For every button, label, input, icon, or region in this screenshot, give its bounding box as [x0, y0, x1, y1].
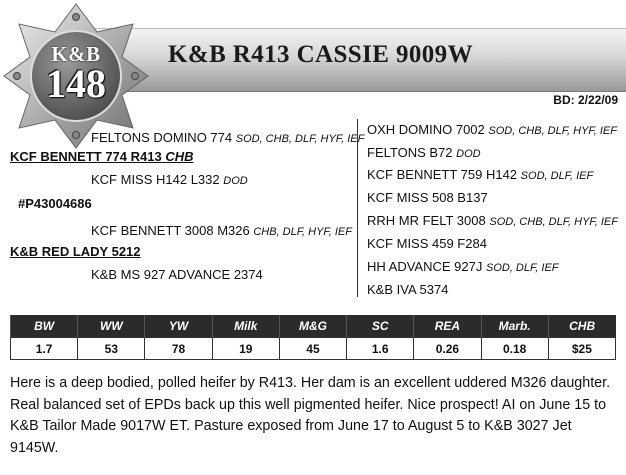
epd-header-row [11, 315, 616, 338]
epd-header: WW [78, 315, 145, 338]
epd-value: $25 [548, 338, 615, 360]
epd-table [10, 315, 616, 360]
epd-value: 19 [212, 338, 279, 360]
birth-date: BD: 2/22/09 [553, 93, 618, 107]
epd-value: 0.18 [481, 338, 548, 360]
lot-number: 148 [46, 61, 106, 106]
rivet-icon [73, 132, 80, 139]
pedigree-ancestor: OXH DOMINO 7002 SOD, CHB, DLF, HYF, IEF [367, 122, 617, 137]
epd-value: 0.26 [414, 338, 481, 360]
epd-value-row [11, 338, 616, 360]
epd-value: 45 [279, 338, 346, 360]
dam: K&B RED LADY 5212 [10, 244, 141, 259]
epd-header: Milk [212, 315, 279, 338]
dam-dam: K&B MS 927 ADVANCE 2374 [91, 267, 263, 282]
pedigree-ancestor: KCF MISS 508 B137 [367, 190, 488, 205]
epd-header: M&G [279, 315, 346, 338]
pedigree-ancestor: RRH MR FELT 3008 SOD, CHB, DLF, HYF, IEF [367, 213, 618, 228]
lot-description: Here is a deep bodied, polled heifer by R413. Her dam is an excellent uddered M326 daughter. Real balanced set of EPDs back up this well pigmented heifer. Nice prospect! AI on June 15 to K&B Tailor Made 9017W ET. Pasture exposed from June 17 to August 5 to K&B 3027 Jet 9145W. [10, 375, 611, 456]
epd-value: 1.6 [347, 338, 414, 360]
epd-header: YW [145, 315, 212, 338]
registration-number: #P43004686 [18, 196, 92, 211]
pedigree-ancestor: KCF MISS 459 F284 [367, 236, 487, 251]
pedigree-ancestor: FELTONS B72 DOD [367, 145, 481, 160]
sire: KCF BENNETT 774 R413 CHB [10, 149, 194, 164]
pedigree-divider [357, 119, 358, 297]
epd-value: 53 [78, 338, 145, 360]
epd-header: Marb. [481, 315, 548, 338]
pedigree-ancestor: KCF BENNETT 759 H142 SOD, DLF, IEF [367, 167, 594, 182]
rivet-icon [73, 14, 80, 21]
epd-header: BW [11, 315, 78, 338]
epd-header: REA [414, 315, 481, 338]
epd-header: CHB [548, 315, 615, 338]
sire-dam: KCF MISS H142 L332 DOD [91, 172, 248, 187]
epd-value: 1.7 [11, 338, 78, 360]
animal-name: K&B R413 CASSIE 9009W [168, 41, 473, 68]
pedigree-ancestor: HH ADVANCE 927J SOD, DLF, IEF [367, 259, 559, 274]
epd-header: SC [347, 315, 414, 338]
sire-sire: FELTONS DOMINO 774 SOD, CHB, DLF, HYF, IEF [91, 130, 365, 145]
dam-sire: KCF BENNETT 3008 M326 CHB, DLF, HYF, IEF [91, 223, 352, 238]
pedigree-ancestor: K&B IVA 5374 [367, 282, 449, 297]
epd-value: 78 [145, 338, 212, 360]
badge-brand: K&B [51, 42, 101, 66]
